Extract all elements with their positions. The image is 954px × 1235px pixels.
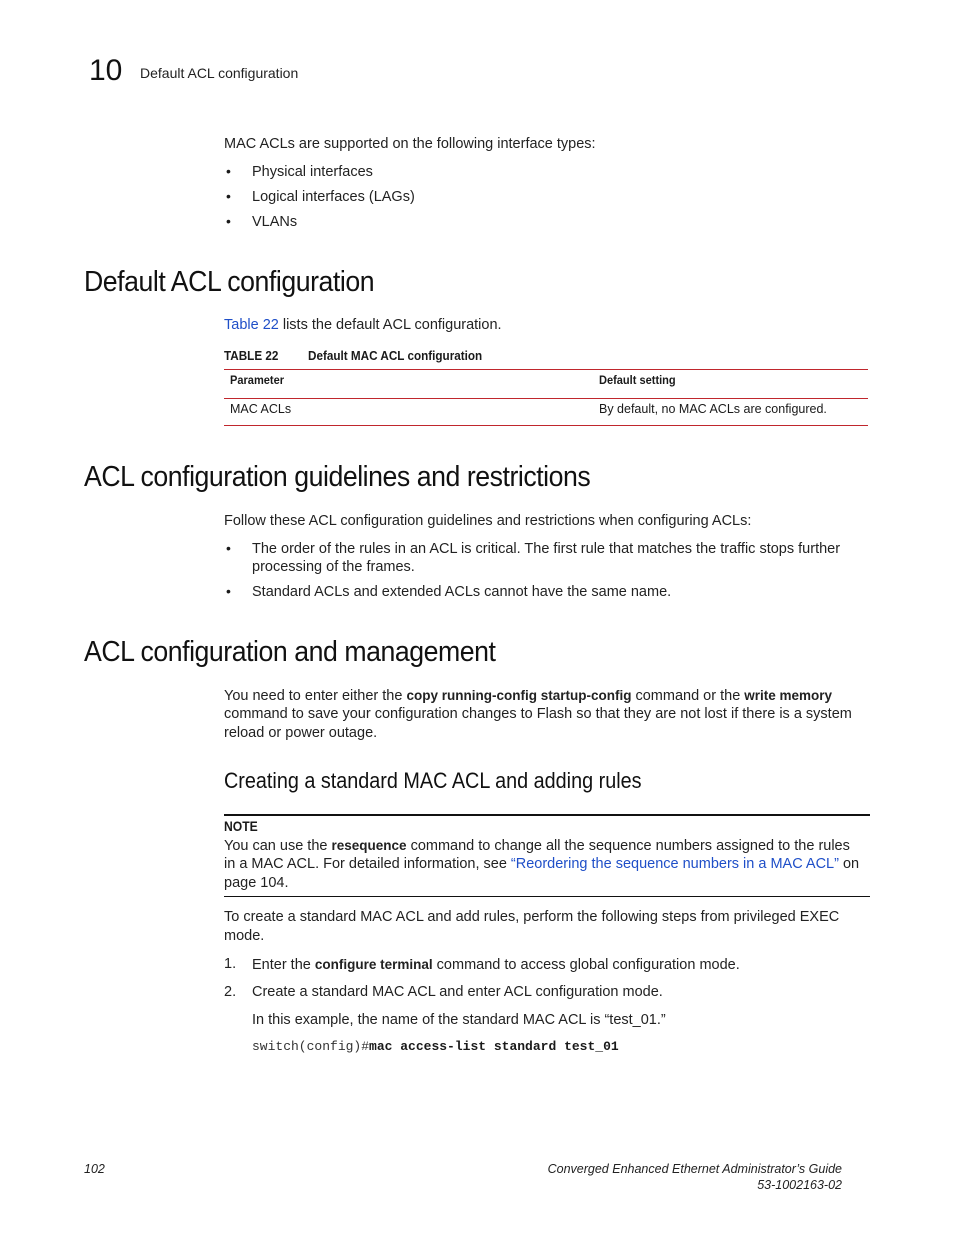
- section1-paragraph: [224, 316, 502, 335]
- text-run: in a MAC ACL. For detailed information, see: [224, 856, 511, 872]
- example-text: In this example, the name of the standard MAC ACL is “test_01.”: [252, 1012, 666, 1028]
- page-number: 102: [84, 1162, 105, 1176]
- chapter-title: Default ACL configuration: [140, 65, 299, 81]
- text-run: command to change all the sequence numbers assigned to the rules: [406, 838, 850, 854]
- note-line2: [224, 855, 859, 874]
- note-top-rule: [224, 814, 870, 816]
- section3-paragraph-line3: reload or power outage.: [224, 725, 378, 741]
- write-memory-command: write memory: [744, 688, 833, 703]
- table-22-link[interactable]: Table 22: [224, 317, 279, 333]
- text-run: command or the: [631, 688, 745, 704]
- bullet-dot: •: [226, 540, 231, 556]
- text-run: on: [838, 856, 860, 872]
- intro-text: MAC ACLs are supported on the following interface types:: [224, 136, 596, 152]
- step-number: 1.: [224, 956, 237, 972]
- step-2: Create a standard MAC ACL and enter ACL configuration mode.: [252, 984, 663, 1000]
- section1-ref-text: lists the default ACL configuration.: [278, 317, 502, 333]
- step-1: [252, 955, 740, 975]
- doc-number: 53-1002163-02: [757, 1178, 842, 1192]
- chapter-number: 10: [89, 54, 123, 87]
- table-header-rule: [224, 398, 868, 399]
- note-bottom-rule: [224, 896, 870, 897]
- note-label: NOTE: [224, 819, 258, 834]
- table-bottom-rule: [224, 425, 868, 426]
- bullet-dot: •: [226, 583, 231, 599]
- section2-paragraph: Follow these ACL configuration guidelines and restrictions when configuring ACLs:: [224, 513, 752, 529]
- code-prompt: switch(config)#: [252, 1039, 370, 1054]
- bullet-dot: •: [226, 213, 231, 229]
- section-heading-default-acl: Default ACL configuration: [84, 266, 375, 298]
- table-header-parameter: Parameter: [230, 373, 285, 387]
- table-top-rule: [224, 369, 868, 370]
- guide-title: Converged Enhanced Ethernet Administrator’s Guide: [547, 1162, 842, 1176]
- copy-running-config-command: copy running-config startup-config: [406, 688, 632, 703]
- code-command: mac access-list standard test_01: [369, 1039, 619, 1054]
- bullet-dot: •: [226, 163, 231, 179]
- subsection-paragraph-line1: To create a standard MAC ACL and add rules, perform the following steps from privileged EXEC: [224, 909, 840, 925]
- code-example: [252, 1039, 619, 1054]
- note-line3: page 104.: [224, 875, 289, 891]
- table-cell-default-setting: By default, no MAC ACLs are configured.: [599, 402, 827, 416]
- list-item: The order of the rules in an ACL is critical. The first rule that matches the traffic stops further: [252, 541, 841, 557]
- note-line1: [224, 836, 850, 856]
- text-run: command to access global configuration mode.: [432, 957, 740, 973]
- configure-terminal-command: configure terminal: [314, 957, 433, 972]
- resequence-command: resequence: [331, 838, 407, 853]
- text-run: You can use the: [224, 838, 332, 854]
- list-item: Physical interfaces: [252, 164, 373, 180]
- table-cell-parameter: MAC ACLs: [230, 402, 292, 416]
- section3-paragraph-line1: [224, 686, 832, 706]
- table-header-default-setting: Default setting: [599, 373, 676, 387]
- text-run: Enter the: [252, 957, 315, 973]
- text-run: You need to enter either the: [224, 688, 407, 704]
- section-heading-management: ACL configuration and management: [84, 636, 496, 668]
- reordering-sequence-link[interactable]: “Reordering the sequence numbers in a MAC ACL”: [510, 856, 839, 872]
- list-item-continuation: processing of the frames.: [252, 559, 415, 575]
- section-heading-guidelines: ACL configuration guidelines and restrictions: [84, 461, 591, 493]
- step-number: 2.: [224, 984, 237, 1000]
- table-label: TABLE 22: [224, 348, 279, 363]
- list-item: VLANs: [252, 214, 298, 230]
- subsection-heading: Creating a standard MAC ACL and adding rules: [224, 768, 642, 793]
- bullet-dot: •: [226, 188, 231, 204]
- list-item: Logical interfaces (LAGs): [252, 189, 415, 205]
- table-caption: Default MAC ACL configuration: [308, 348, 483, 363]
- subsection-paragraph-line2: mode.: [224, 928, 265, 944]
- section3-paragraph-line2: command to save your configuration changes to Flash so that they are not lost if there is a system: [224, 706, 852, 722]
- list-item: Standard ACLs and extended ACLs cannot have the same name.: [252, 584, 672, 600]
